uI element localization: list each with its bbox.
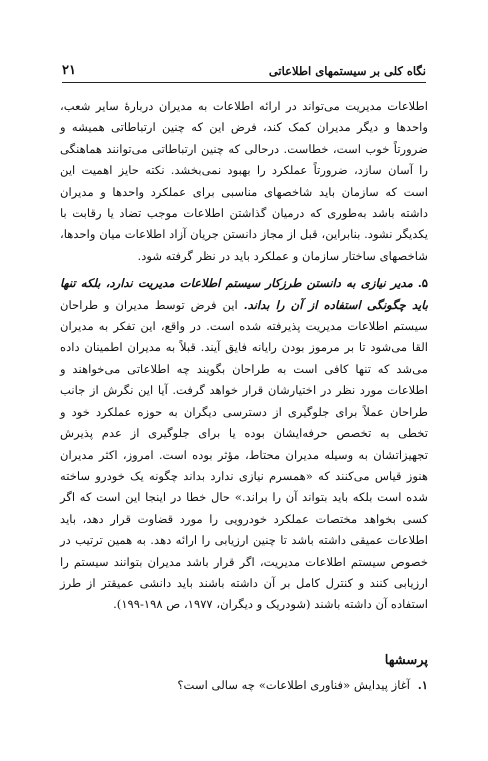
questions-section [60, 650, 428, 697]
question-text: آغاز پیدایش «فناوری اطلاعات» چه سالی است؟ [177, 678, 411, 693]
paragraph-2-lead: مدیر نیازی به دانستن طرزکار سیستم اطلاعات مدیریت ندارد، بلکه تنها باید چگونگی استفاده از آن را بداند. [60, 276, 429, 312]
paragraph-1-text: اطلاعات مدیریت می‌تواند در ارائه اطلاعات به مدیران دربارهٔ سایر شعب، واحدها و دیگر مدیران کمک کند، فرض این که چنین ارتباطاتی همیشه و ضرورتاً خوب است، خطاست. درحالی که چنین ارتباطاتی می‌توانند هماهنگی را آسان سازد، ضرورتاً عملکرد را بهبود نمی‌بخشد. نکته حایز اهمیت این است که سازمان باید شاخصهای مناسبی برای عملکرد واحدها و مدیران داشته باشد به‌طوری که درمیان گذاشتن اطلاعات موجب تضاد یا رقابت با یکدیگر نشود. بنابراین، قبل از مجاز دانستن جریان آزاد اطلاعات میان واحدها، شاخصهای ساختار سازمان و عملکرد باید در نظر گرفته شود. [60, 99, 428, 263]
page-header [62, 58, 426, 83]
paragraph-1 [60, 96, 428, 267]
page-number: ۲۱ [62, 63, 76, 78]
paragraph-2-number: ۵. [417, 276, 428, 291]
page-body [60, 96, 428, 697]
question-number: ۱. [417, 678, 428, 693]
paragraph-2 [60, 273, 428, 616]
paragraph-2-text: این فرض توسط مدیران و طراحان سیستم اطلاعات مدیریت پذیرفته شده است. در واقع، این تفکر به مدیران القا می‌شود تا بر مرموز بودن رایانه فایق آیند. قبلاً به مدیران اطمینان داده می‌شد که تنها کافی است به طراحان بگویند چه اطلاعاتی می‌خواهند و اطلاعات مورد نظر در اختیارشان قرار خواهد گرفت. آیا این نگرش از جانب طراحان عملاً برای جلوگیری از دسترسی دیگران به حوزه عملکرد خود و تخطی به تخصص حرفه‌ایشان بوده یا برای جلوگیری از عدم پذیرش تجهیزاتشان به وسیله مدیران محتاط، مؤثر بوده است. امروز، اکثر مدیران هنوز قیاس می‌کنند که «همسرم نیازی ندارد بداند چگونه یک خودرو ساخته شده است بلکه باید بتواند آن را براند.» حال خطا در اینجا این است که اگر کسی بخواهد مختصات عملکرد خودرویی را مورد قضاوت قرار دهد، باید اطلاعات عمیقی داشته باشد تا چنین ارزیابی را ارائه دهد. به همین ترتیب در خصوص سیستم اطلاعات مدیریت، اگر قرار باشد مدیران بتوانند سیستم را ارزیابی کنند و کنترل کامل بر آن داشته باشند باید دانشی عمیقتر از طرز استفاده آن داشته باشند (شودریک و دیگران، ۱۹۷۷، ص ۱۹۸-۱۹۹). [60, 297, 428, 612]
running-title: نگاه کلی بر سیستمهای اطلاعاتی [268, 64, 426, 78]
questions-title: پرسشها [384, 652, 428, 668]
question-item [60, 675, 428, 696]
